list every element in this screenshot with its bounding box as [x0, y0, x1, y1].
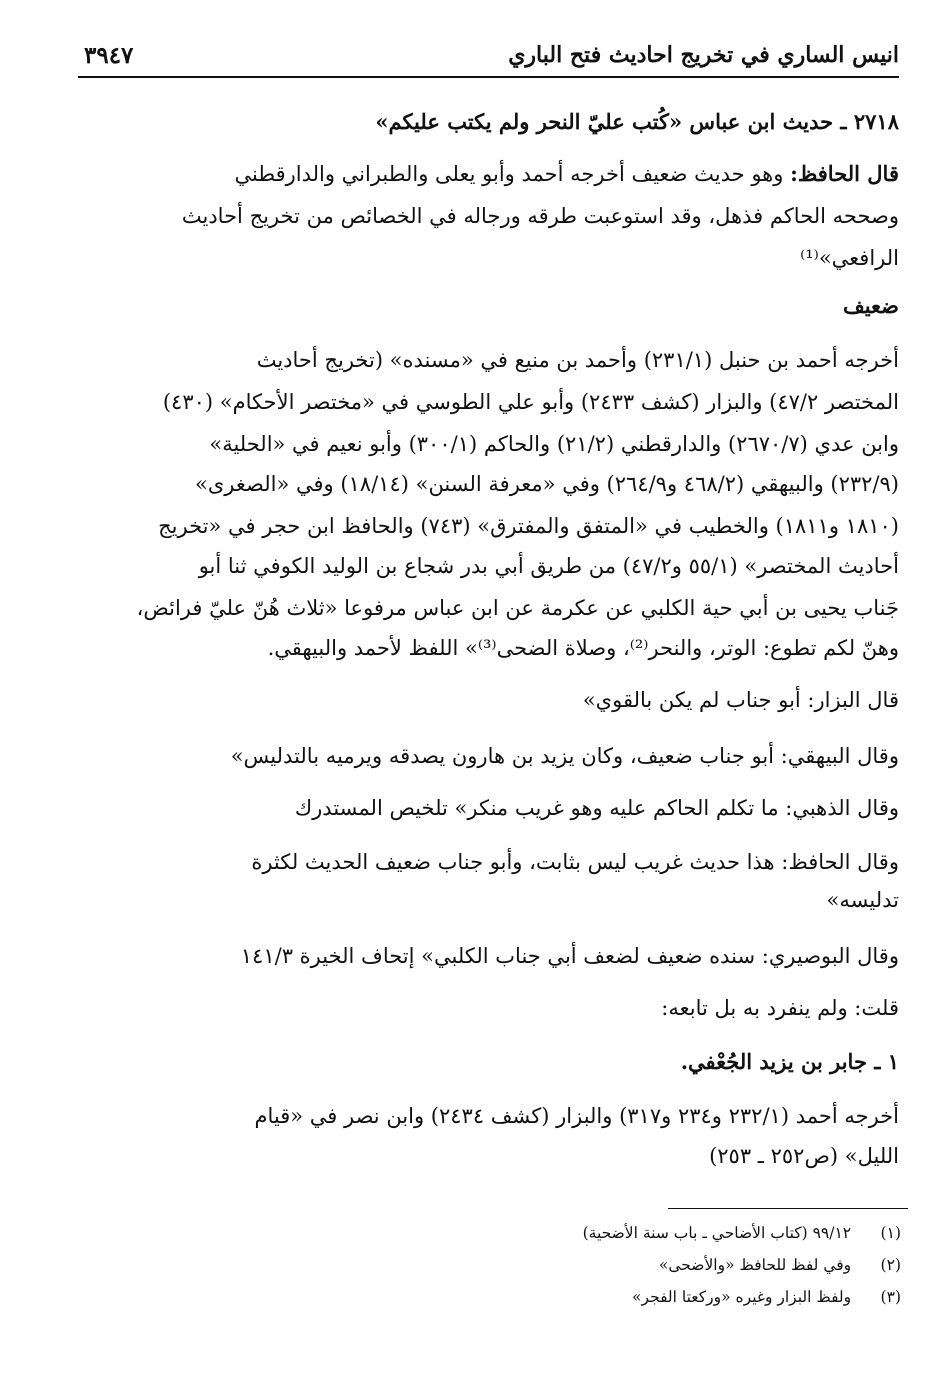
- quote-dhahabi: وقال الذهبي: ما تكلم الحاكم عليه وهو غريب منكر» تلخيص المستدرك: [294, 796, 899, 820]
- takhrij-line: وابن عدي (٢٦٧٠/٧) والدارقطني (٢١/٢) والحاكم (٣٠٠/١) وأبو نعيم في «الحلية»: [209, 432, 899, 456]
- hafiz-quote-line-2: وصححه الحاكم فذهل، وقد استوعبت طرقه ورجاله في الخصائص من تخريج أحاديث: [181, 204, 899, 228]
- takhrij-line: (٢٣٢/٩) والبيهقي (٤٦٨/٢ و٢٦٤/٩) وفي «معرفة السنن» (١٨/١٤) وفي «الصغرى»: [195, 472, 899, 496]
- item1-takhrij-line-1: أخرجه أحمد (٢٣٢/١ و٢٣٤ و٣١٧) والبزار (كشف ٢٤٣٤) وابن نصر في «قيام: [254, 1104, 899, 1128]
- hadith-heading: ٢٧١٨ ـ حديث ابن عباس «كُتب عليّ النحر ولم يكتب عليكم»: [375, 109, 899, 134]
- quote-busiri: وقال البوصيري: سنده ضعيف لضعف أبي جناب الكلبي» إتحاف الخيرة ١٤١/٣: [240, 944, 899, 968]
- quote-bayhaqi: وقال البيهقي: أبو جناب ضعيف، وكان يزيد بن هارون يصدقه ويرميه بالتدليس»: [230, 744, 899, 768]
- footnote-text: وفي لفظ للحافظ «والأضحى»: [658, 1256, 852, 1274]
- takhrij-line: (١٨١٠ و١٨١١) والخطيب في «المتفق والمفترق» (٧٤٣) والحافظ ابن حجر في «تخريج: [158, 514, 899, 538]
- takhrij-line: المختصر ٤٧/٢) والبزار (كشف ٢٤٣٣) وأبو علي الطوسي في «مختصر الأحكام» (٤٣٠): [162, 390, 899, 414]
- quote-hafiz-2-line-1: وقال الحافظ: هذا حديث غريب ليس بثابت، وأبو جناب ضعيف الحديث لكثرة: [251, 850, 899, 874]
- footnote-number: (٢): [880, 1256, 901, 1274]
- footnote-number: (١): [880, 1224, 901, 1242]
- hafiz-quote-line-1: [88, 158, 899, 190]
- running-header: [78, 42, 899, 80]
- takhrij-line: أخرجه أحمد بن حنبل (٢٣١/١) وأحمد بن منيع في «مسنده» (تخريج أحاديث: [256, 348, 899, 372]
- hafiz-text-1: وهو حديث ضعيف أخرجه أحمد وأبو يعلى والطبراني والدارقطني: [234, 162, 784, 186]
- header-rule: [78, 76, 899, 78]
- hafiz-quote-line-3: الرافعي»⁽¹⁾: [800, 246, 899, 270]
- footnote-text: ٩٩/١٢ (كتاب الأضاحي ـ باب سنة الأضحية): [582, 1224, 852, 1242]
- takhrij-line: أحاديث المختصر» (٥٥/١ و٤٧/٢) من طريق أبي بدر شجاع بن الوليد الكوفي ثنا أبو: [198, 554, 899, 578]
- quote-hafiz-2-line-2: تدليسه»: [826, 888, 899, 912]
- footnote: [632, 1286, 901, 1308]
- takhrij-line: وهنّ لكم تطوع: الوتر، والنحر⁽²⁾، وصلاة الضحى⁽³⁾» اللفظ لأحمد والبيهقي.: [267, 636, 899, 660]
- header-title: انيس الساري في تخريج احاديث فتح الباري: [508, 42, 899, 68]
- page-number: ٣٩٤٧: [84, 42, 134, 69]
- footnote: [583, 1222, 901, 1244]
- footnote-text: ولفظ البزار وغيره «وركعتا الفجر»: [632, 1288, 852, 1306]
- hafiz-label: قال الحافظ:: [790, 161, 899, 186]
- takhrij-line: جَناب يحيى بن أبي حية الكلبي عن عكرمة عن ابن عباس مرفوعا «ثلاث هُنّ عليّ فرائض،: [136, 596, 899, 620]
- footnote-separator: [668, 1208, 908, 1209]
- footnote-number: (٣): [880, 1288, 901, 1306]
- quote-bazzar: قال البزار: أبو جناب لم يكن بالقوي»: [582, 688, 899, 712]
- follower-item-1: ١ ـ جابر بن يزيد الجُعْفي.: [680, 1049, 899, 1074]
- verdict: ضعيف: [842, 293, 899, 318]
- footnote: [659, 1254, 901, 1276]
- item1-takhrij-line-2: الليل» (ص٢٥٢ ـ ٢٥٣): [709, 1144, 899, 1168]
- qultu-line: قلت: ولم ينفرد به بل تابعه:: [661, 996, 899, 1020]
